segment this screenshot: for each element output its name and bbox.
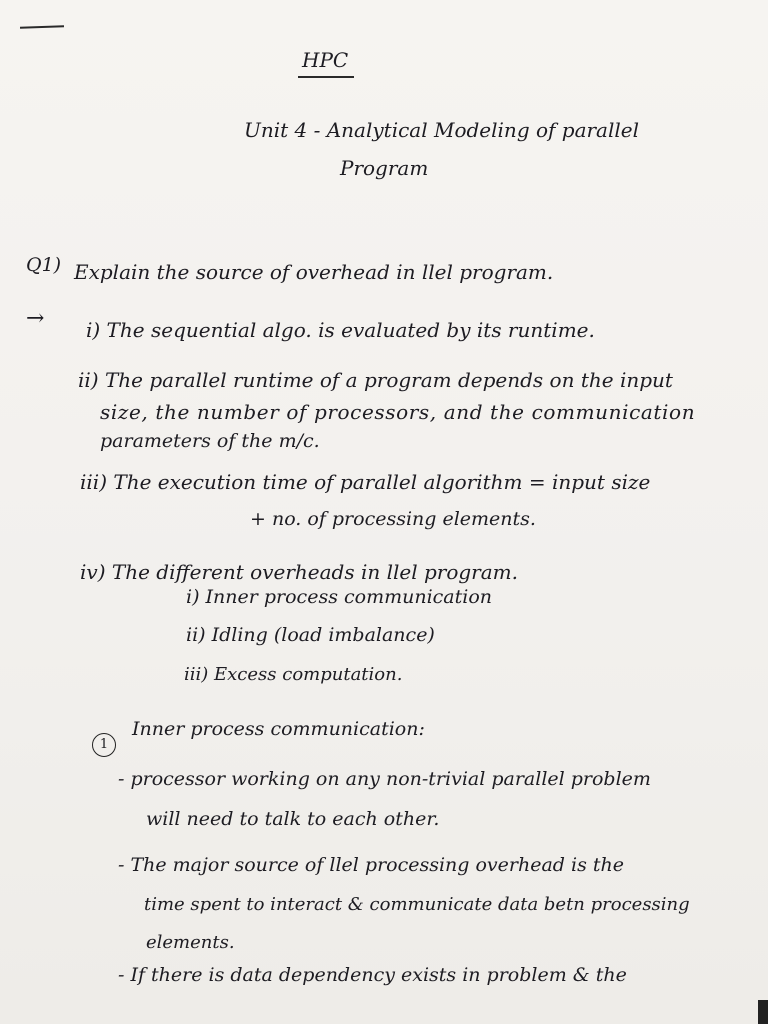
- top-dash-mark: [20, 25, 64, 29]
- section-title: Inner process communication:: [132, 718, 425, 740]
- course-title: HPC: [302, 48, 349, 72]
- section-number-circle: 1: [92, 733, 116, 757]
- unit-title-line2: Program: [340, 156, 429, 180]
- overhead-item: iii) Excess computation.: [184, 664, 403, 685]
- overhead-item: ii) Idling (load imbalance): [186, 624, 435, 646]
- answer-point-1: i) The sequential algo. is evaluated by its runtime.: [86, 318, 595, 342]
- bullet-2-line2: time spent to interact & communicate data betn processing: [144, 894, 690, 915]
- question-number: Q1): [26, 254, 62, 276]
- answer-point-3-line2: + no. of processing elements.: [250, 508, 536, 530]
- bullet-2-line3: elements.: [146, 932, 235, 953]
- overhead-item: i) Inner process communication: [186, 586, 493, 608]
- answer-point-4: iv) The different overheads in llel program.: [80, 560, 518, 584]
- question-text: Explain the source of overhead in llel program.: [74, 260, 554, 284]
- bullet-2-line1: - The major source of llel processing overhead is the: [118, 854, 624, 876]
- bullet-1-line1: - processor working on any non-trivial parallel problem: [118, 768, 651, 790]
- answer-point-2-line2: size, the number of processors, and the communication: [100, 400, 696, 424]
- bullet-3-line1: - If there is data dependency exists in problem & the: [118, 964, 627, 986]
- answer-point-2-line1: ii) The parallel runtime of a program depends on the input: [78, 368, 673, 392]
- answer-arrow: →: [26, 306, 45, 331]
- bullet-1-line2: will need to talk to each other.: [146, 808, 440, 830]
- answer-point-2-line3: parameters of the m/c.: [100, 430, 320, 452]
- unit-title-line1: Unit 4 - Analytical Modeling of parallel: [244, 118, 640, 142]
- course-title-underline: [298, 76, 354, 78]
- answer-point-3-line1: iii) The execution time of parallel algorithm = input size: [80, 470, 651, 494]
- page-corner-shadow: [758, 1000, 768, 1024]
